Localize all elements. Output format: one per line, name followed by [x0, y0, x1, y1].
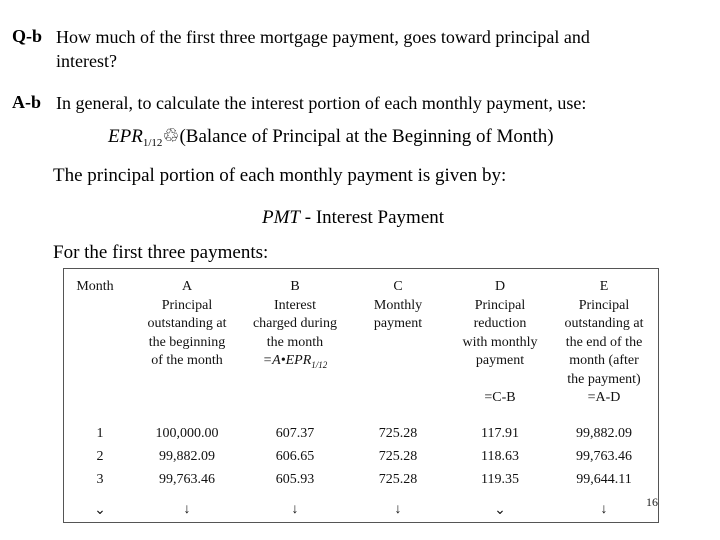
first-three-text: For the first three payments: — [53, 242, 269, 263]
table-cell: 99,763.46 — [576, 449, 632, 464]
continue-arrow-icon: ⌄ — [494, 503, 506, 518]
table-cell: 1 — [96, 426, 104, 441]
table-cell: 606.65 — [275, 449, 315, 464]
formula-subscript: 1/12 — [142, 137, 163, 149]
principal-text: The principal portion of each monthly payment is given by: — [53, 165, 507, 186]
table-cell: 117.91 — [481, 426, 519, 441]
table-cell: 119.35 — [481, 472, 519, 487]
pmt-rest: - Interest Payment — [300, 207, 445, 228]
continue-arrow-icon: ↓ — [394, 502, 402, 517]
header-b: B Interest charged during the month $=A•EPR_{1/12}$ — [240, 278, 350, 375]
continue-arrow-icon: ↓ — [183, 502, 191, 517]
formula-variable: EPR — [108, 126, 143, 147]
question-line-1: How much of the first three mortgage payment, goes toward principal and — [56, 27, 590, 47]
header-month: Month — [76, 279, 114, 294]
formula-symbol: ♲ — [162, 126, 180, 147]
table-cell: 100,000.00 — [155, 426, 219, 441]
answer-label: A-b — [12, 92, 42, 112]
table-cell: 3 — [96, 472, 104, 487]
question-label: Q-b — [12, 26, 43, 46]
pmt-variable: PMT — [262, 207, 300, 228]
continue-arrow-icon: ↓ — [291, 502, 299, 517]
question-line-2: interest? — [56, 51, 117, 71]
header-d: D Principal reduction with monthly payment =C-B — [462, 279, 538, 405]
table-cell: 725.28 — [378, 472, 418, 487]
page-number: 16 — [646, 495, 658, 509]
header-b-formula: $=A•EPR_{1/12}$ — [262, 353, 328, 370]
formula-rest: (Balance of Principal at the Beginning of Month) — [179, 126, 554, 147]
table-cell: 118.63 — [481, 449, 519, 464]
payment-table — [63, 268, 659, 523]
answer-line-1: In general, to calculate the interest portion of each monthly payment, use: — [56, 93, 587, 113]
table-cell: 99,882.09 — [159, 449, 215, 464]
table-cell: 725.28 — [378, 449, 418, 464]
pmt-formula — [262, 207, 444, 229]
table-cell: 2 — [96, 449, 104, 464]
table-cell: 99,644.11 — [576, 472, 632, 487]
table-cell: 99,882.09 — [576, 426, 632, 441]
header-e: E Principal outstanding at the end of the month (after the payment) =A-D — [564, 279, 644, 405]
header-c: C Monthly payment — [373, 279, 423, 331]
continue-arrow-icon: ↓ — [600, 502, 608, 517]
continue-arrow-icon: ⌄ — [94, 503, 106, 518]
table-cell: 725.28 — [378, 426, 418, 441]
interest-formula — [108, 125, 554, 149]
table-cell: 605.93 — [275, 472, 315, 487]
table-cell: 99,763.46 — [159, 472, 215, 487]
header-a: A Principal outstanding at the beginning of the month — [147, 279, 227, 368]
table-cell: 607.37 — [275, 426, 315, 441]
